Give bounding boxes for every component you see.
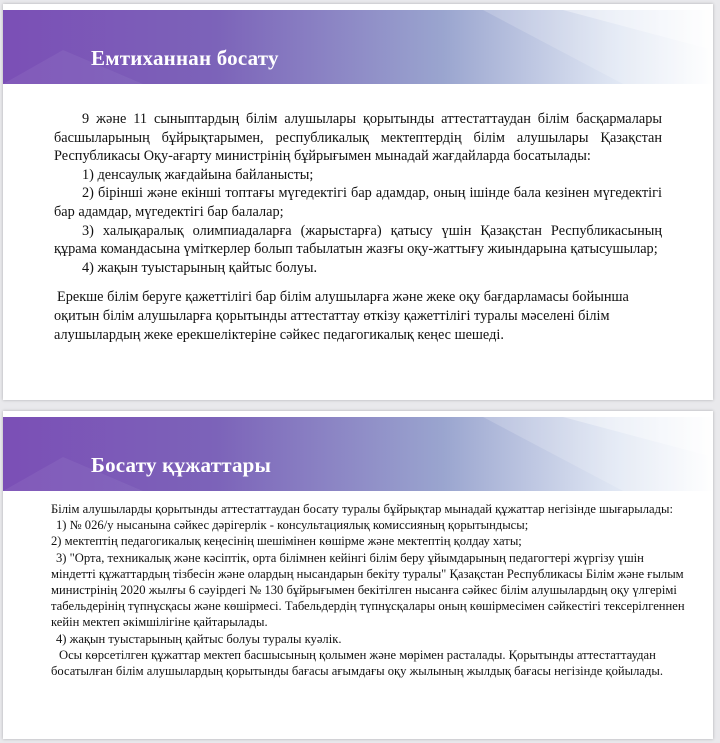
title-banner <box>3 417 713 491</box>
list-item: 2) мектептің педагогикалық кеңесінің шешімінен көшірме және мектептің қолдау хаты; <box>51 534 522 549</box>
intro-paragraph: Білім алушыларды қорытынды аттестаттаудан босату туралы бұйрықтар мынадай құжаттар негізінде шығарылады: <box>51 502 674 516</box>
slide-body <box>54 110 662 344</box>
slide-title: Босату құжаттары <box>91 453 272 477</box>
slide-exam-exemption <box>3 4 713 400</box>
list-item: 1) № 026/у нысанына сәйкес дәрігерлік - консультациялық комиссияның қорытындысы; <box>56 518 529 533</box>
list-item: 3) халықаралық олимпиадаларға (жарыстарға) қатысу үшін Қазақстан Республикасының құрама командасына үміткерлер болып табылатын жазғы оқу-жаттығу жиындарына қатысушылар; <box>54 222 662 258</box>
list-item: 1) денсаулық жағдайына байланысты; <box>82 166 314 183</box>
slide-body <box>51 501 691 679</box>
slide-exemption-documents <box>3 411 713 739</box>
list-item: 3) "Орта, техникалық және кәсіптік, орта білімнен кейінгі білім беру ұйымдарының педагогтері жүргізу үшін міндетті құжаттардың тізбесін және олардың нысандарын бекіту туралы" Қазақстан Республикасы Білім және ғылым министрінің 2020 жылғы 6 сәуірдегі № 130 бұйрығымен бекітілген нысанға сәйкес білім алушылардың оқу үлгерімі табельдерінің түпнұсқасы және көшірмесі. Табельдердің түпнұсқалары оның көшірмесімен сәйкестігі тексерілгеннен кейін мектеп әкімшілігіне қайтарылады. <box>51 550 685 630</box>
list-item: 2) бірінші және екінші топтағы мүгедектігі бар адамдар, оның ішінде бала кезінен мүгедектігі бар адамдар, мүгедектігі бар балалар; <box>54 185 662 220</box>
list-item: 4) жақын туыстарының қайтыс болуы туралы куәлік. <box>56 631 342 646</box>
slide-title: Емтиханнан босату <box>91 46 279 70</box>
closing-paragraph: Осы көрсетілген құжаттар мектеп басшысының қолымен және мөрімен расталады. Қорытынды аттестаттаудан босатылған білім алушылардың қорытынды бағасы ағымдағы оқу жылының жылдық бағасы негізінде қойылады. <box>51 647 663 679</box>
intro-paragraph: 9 және 11 сыныптардың білім алушылары қорытынды аттестаттаудан білім басқармалары басшыларының бұйрықтарымен, республикалық мектептердің білім алушылары Қазақстан Республикасы Оқу-ағарту министрінің бұйрығымен мынадай жағдайларда босатылады: <box>54 111 662 165</box>
title-banner <box>3 10 713 84</box>
list-item: 4) жақын туыстарының қайтыс болуы. <box>82 259 318 276</box>
note-paragraph: Ерекше білім беруге қажеттілігі бар білім алушыларға және жеке оқу бағдарламасы бойынша оқитын білім алушыларға қорытынды аттестаттау өткізу қажеттілігі туралы мәселені білім алушылардың жеке ерекшеліктеріне сәйкес педагогикалық кеңес шешеді. <box>54 289 629 343</box>
